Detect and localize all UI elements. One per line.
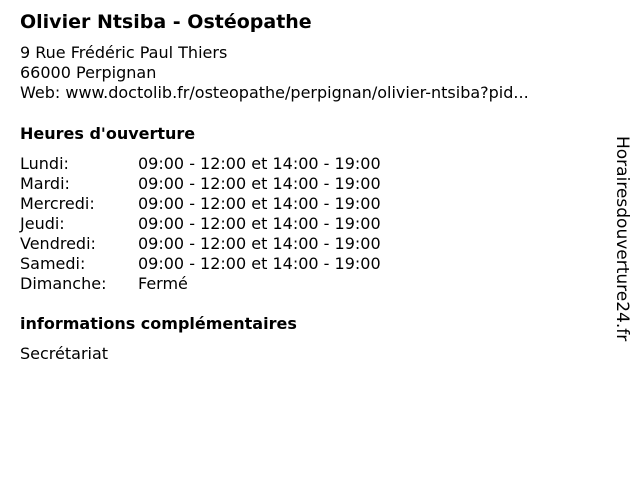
additional-info-text: Secrétariat [20,344,109,363]
day-label: Jeudi: [20,214,65,233]
site-watermark: Horairesdouverture24.fr [612,136,632,342]
day-label: Vendredi: [20,234,96,253]
day-label: Samedi: [20,254,86,273]
page-title: Olivier Ntsiba - Ostéopathe [20,11,312,33]
time-value: 09:00 - 12:00 et 14:00 - 19:00 [138,214,381,233]
time-value: 09:00 - 12:00 et 14:00 - 19:00 [138,174,381,193]
day-label: Mercredi: [20,194,95,213]
address-street: 9 Rue Frédéric Paul Thiers [20,43,228,62]
address-city: 66000 Perpignan [20,63,157,82]
day-label: Lundi: [20,154,69,173]
day-label: Dimanche: [20,274,107,293]
hours-row-mercredi [20,194,440,214]
time-value: 09:00 - 12:00 et 14:00 - 19:00 [138,234,381,253]
address-web[interactable]: Web: www.doctolib.fr/osteopathe/perpignan/olivier-ntsiba?pid... [20,83,529,102]
hours-row-dimanche [20,274,440,294]
opening-hours-list [20,154,440,294]
hours-row-vendredi [20,234,440,254]
day-label: Mardi: [20,174,70,193]
time-value: 09:00 - 12:00 et 14:00 - 19:00 [138,254,381,273]
hours-row-mardi [20,174,440,194]
time-value: 09:00 - 12:00 et 14:00 - 19:00 [138,154,381,173]
time-value: 09:00 - 12:00 et 14:00 - 19:00 [138,194,381,213]
hours-row-lundi [20,154,440,174]
address-block [20,43,529,103]
hours-row-jeudi [20,214,440,234]
hours-row-samedi [20,254,440,274]
additional-info-heading: informations complémentaires [20,314,297,333]
time-value: Fermé [138,274,188,293]
opening-hours-heading: Heures d'ouverture [20,124,196,143]
